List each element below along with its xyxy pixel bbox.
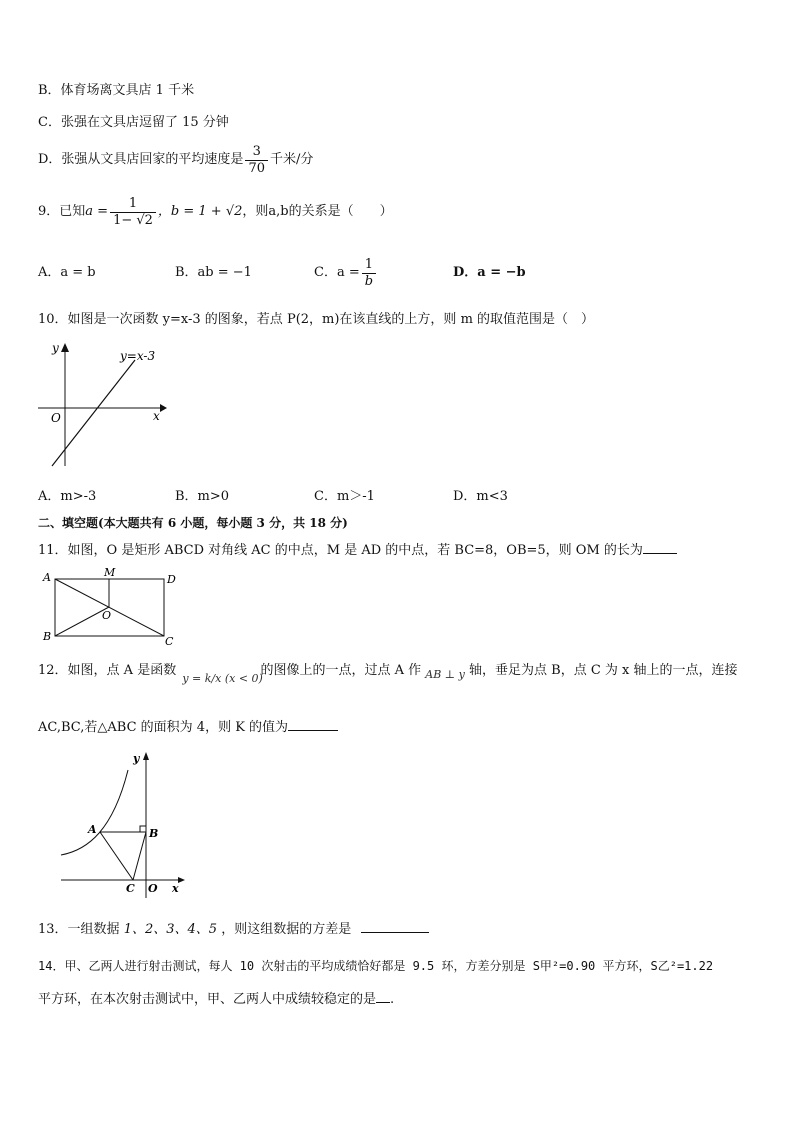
q12-label-x: x [172, 882, 179, 895]
q10-option-a: A．m>-3 [38, 489, 97, 504]
q11-label-a: A [43, 571, 51, 584]
q12-label-b: B [149, 827, 159, 840]
q9-suffix: ，则a,b的关系是（ ） [242, 204, 393, 219]
q10-label-origin: O [51, 411, 61, 425]
q11-label-d: D [167, 573, 176, 586]
q8-option-d-fraction [245, 144, 268, 177]
q11-answer-blank [643, 541, 677, 554]
q9-stem [38, 190, 393, 234]
q12-label-y: y [133, 752, 140, 765]
q10-y-arrow [61, 343, 69, 352]
q12-func-slot [180, 656, 263, 685]
q14-line2-end: . [390, 992, 395, 1007]
q10-stem: 10．如图是一次函数 y=x-3 的图象，若点 P(2，m)在该直线的上方，则 m 的取值范围是（ ） [38, 312, 595, 327]
q8-option-d-prefix: D．张强从文具店回家的平均速度是 [38, 152, 244, 167]
q9-option-c [314, 253, 378, 293]
q9-option-b: B．ab = −1 [175, 265, 252, 280]
q9-option-c-num: 1 [362, 257, 376, 274]
q12-x-arrow [178, 877, 185, 883]
q8-option-d-den: 70 [248, 160, 265, 176]
q12-y-arrow [143, 752, 149, 760]
q10-option-d: D．m<3 [453, 489, 508, 504]
q12-right-angle-mark [140, 826, 146, 832]
q12-middle: 的图像上的一点，过点 A 作 [260, 663, 422, 678]
q10-label-line: y=x-3 [120, 349, 156, 363]
q11-label-m: M [104, 566, 116, 579]
q12-stem-line1 [38, 656, 738, 685]
q12-func: y = k/x (x < 0) [182, 672, 263, 685]
q9-option-c-prefix: C．a = [314, 265, 360, 280]
q10-label-y: y [52, 341, 59, 355]
q13-data: 1、2、3、4、5 [123, 922, 218, 937]
q8-option-b: B．体育场离文具店 1 千米 [38, 83, 195, 98]
q9-a-num: 1 [110, 196, 156, 213]
q8-option-d [38, 140, 313, 180]
q14-line2-text: 平方环，在本次射击测试中，甲、乙两人中成绩较稳定的是 [38, 992, 377, 1007]
q9-option-c-den: b [364, 273, 374, 289]
q9-a-lhs: a = [85, 204, 109, 219]
q9-prefix: 9．已知 [38, 204, 86, 219]
q12-line2: AC,BC,若△ABC 的面积为 4，则 K 的值为 [38, 720, 289, 735]
q12-suffix: 轴，垂足为点 B，点 C 为 x 轴上的一点，连接 [469, 663, 738, 678]
q12-perp: AB ⊥ y [425, 668, 465, 681]
q10-graph [35, 338, 170, 473]
q11-label-b: B [43, 630, 52, 643]
q14-line1: 14．甲、乙两人进行射击测试，每人 10 次射击的平均成绩恰好都是 9.5 环，方差分别是 S甲²=0.90 平方环，S乙²=1.22 [38, 959, 714, 973]
q14-line2 [38, 990, 394, 1009]
q10-option-b: B．m>0 [175, 489, 230, 504]
q12-stem-line2 [38, 718, 338, 737]
q12-label-c: C [126, 882, 135, 895]
q13-answer-blank [361, 920, 429, 933]
q12-figure [58, 750, 188, 900]
q10-function-line [52, 360, 135, 466]
q9-a-fraction [110, 196, 156, 229]
q12-label-a: A [88, 823, 97, 836]
q10-option-c: C．m＞-1 [314, 489, 375, 504]
q11-label-o: O [102, 609, 112, 622]
q12-label-o: O [148, 882, 158, 895]
q12-prefix: 12．如图，点 A 是函数 [38, 663, 177, 678]
q13-stem [38, 920, 429, 939]
q12-segment-bc [133, 832, 146, 880]
q11-label-c: C [165, 635, 174, 648]
q12-hyperbola [61, 770, 128, 855]
q9-b-expr: ，b = 1 + √2 [157, 204, 243, 219]
q9-option-d: D．a = −b [453, 265, 526, 280]
q10-label-x: x [153, 409, 160, 423]
section-title: 二、填空题(本大题共有 6 小题，每小题 3 分，共 18 分) [38, 516, 348, 530]
q12-answer-blank [288, 718, 338, 731]
q9-option-a: A．a = b [38, 265, 96, 280]
q8-option-d-num: 3 [245, 144, 268, 161]
q14-answer-blank [376, 990, 390, 1003]
q9-a-den: 1− √2 [113, 212, 153, 228]
q8-option-c: C．张强在文具店逗留了 15 分钟 [38, 115, 229, 130]
q11-figure [38, 566, 183, 648]
q9-option-c-fraction [362, 257, 376, 290]
q13-suffix: ，则这组数据的方差是 [221, 922, 352, 937]
q12-segment-ac [100, 832, 133, 880]
q8-option-d-suffix: 千米/分 [269, 152, 314, 167]
q11-stem-text: 11．如图，O 是矩形 ABCD 对角线 AC 的中点，M 是 AD 的中点，若 BC=8，OB=5，则 OM 的长为 [38, 543, 643, 558]
q11-stem [38, 541, 677, 560]
q10-x-arrow [160, 404, 167, 412]
q13-prefix: 13．一组数据 [38, 922, 120, 937]
q11-segment-ob [55, 607, 112, 636]
